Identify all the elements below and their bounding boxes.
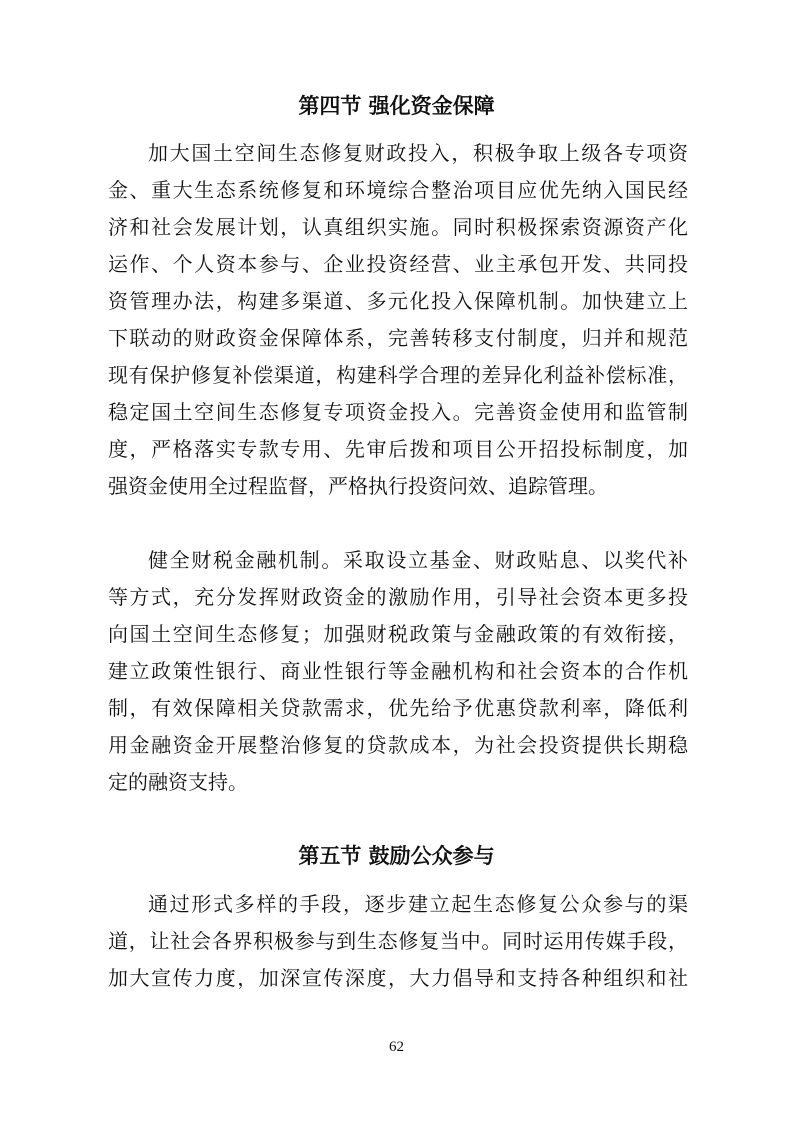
text-line: 定的融资支持。 (108, 770, 248, 794)
text-line: 济和社会发展计划，认真组织实施。同时积极探索资源资产化 (108, 215, 688, 239)
text-line: 通过形式多样的手段，逐步建立起生态修复公众参与的渠 (148, 892, 688, 916)
section-heading: 第五节 鼓励公众参与 (298, 844, 495, 868)
section-heading: 第四节 强化资金保障 (298, 94, 495, 118)
text-line: 健全财税金融机制。采取设立基金、财政贴息、以奖代补 (148, 548, 688, 572)
text-line: 运作、个人资本参与、企业投资经营、业主承包开发、共同投 (108, 252, 688, 276)
text-line: 强资金使用全过程监督，严格执行投资问效、追踪管理。 (108, 474, 608, 498)
text-line: 金、重大生态系统修复和环境综合整治项目应优先纳入国民经 (108, 178, 688, 202)
text-line: 道，让社会各界积极参与到生态修复当中。同时运用传媒手段， (108, 929, 688, 953)
text-line: 下联动的财政资金保障体系，完善转移支付制度，归并和规范 (108, 326, 688, 350)
text-line: 用金融资金开展整治修复的贷款成本，为社会投资提供长期稳 (108, 733, 688, 757)
text-line: 现有保护修复补偿渠道，构建科学合理的差异化利益补偿标准， (108, 363, 688, 387)
text-line: 制，有效保障相关贷款需求，优先给予优惠贷款利率，降低利 (108, 696, 688, 720)
text-line: 加大国土空间生态修复财政投入，积极争取上级各专项资 (148, 141, 688, 165)
text-line: 加大宣传力度，加深宣传深度，大力倡导和支持各种组织和社 (108, 966, 688, 990)
text-line: 稳定国土空间生态修复专项资金投入。完善资金使用和监管制 (108, 400, 688, 424)
page-number: 62 (389, 1039, 404, 1055)
text-line: 度，严格落实专款专用、先审后拨和项目公开招投标制度，加 (108, 437, 688, 461)
text-line: 向国土空间生态修复；加强财税政策与金融政策的有效衔接， (108, 622, 688, 646)
text-line: 资管理办法，构建多渠道、多元化投入保障机制。加快建立上 (108, 289, 688, 313)
text-line: 等方式，充分发挥财政资金的激励作用，引导社会资本更多投 (108, 585, 688, 609)
text-line: 建立政策性银行、商业性银行等金融机构和社会资本的合作机 (108, 659, 688, 683)
